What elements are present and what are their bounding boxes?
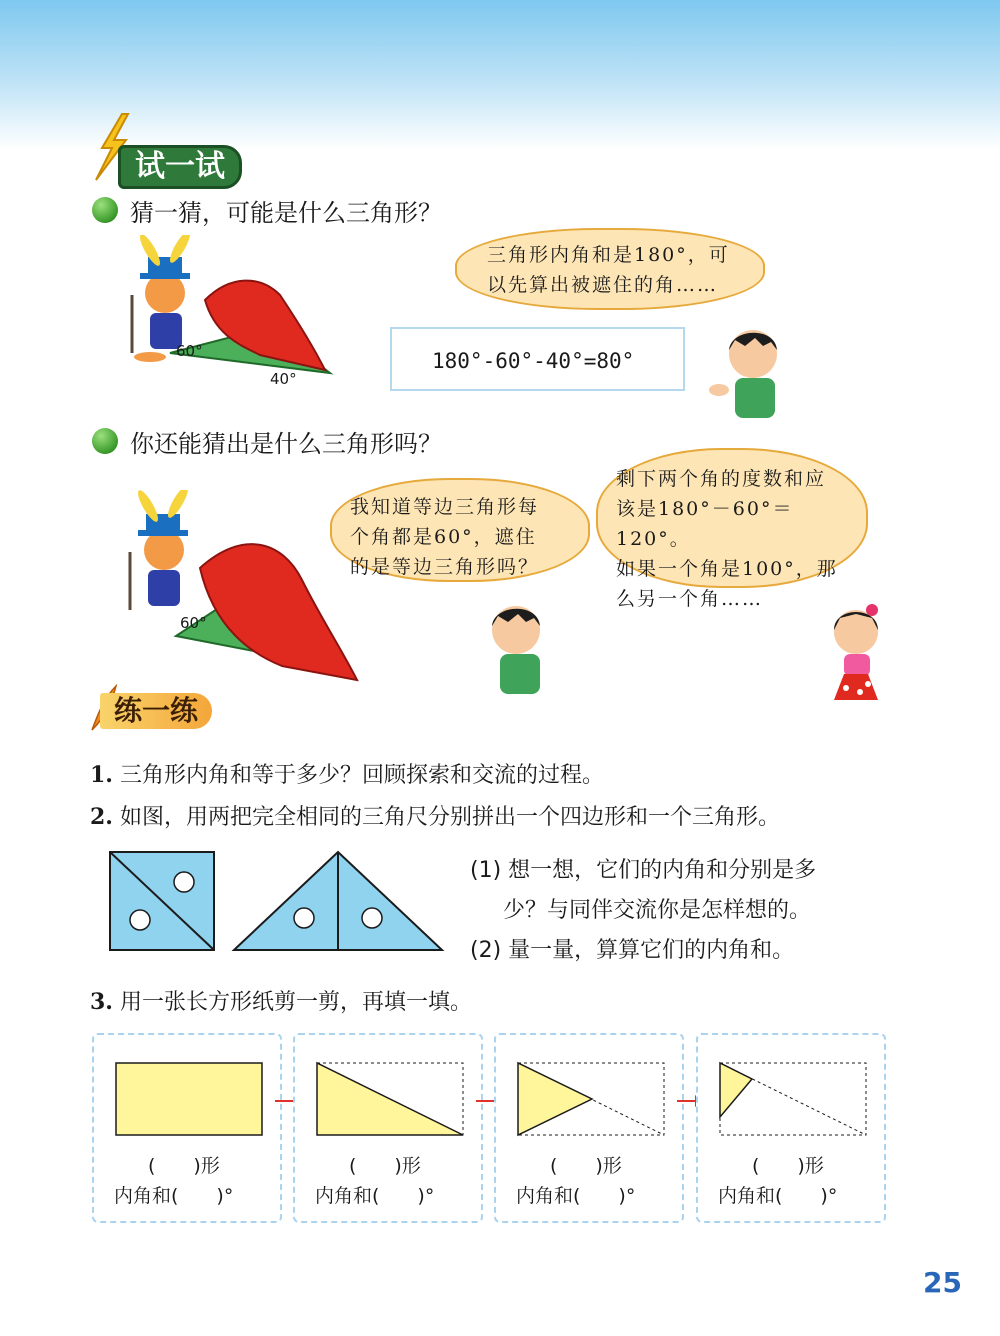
card-shape-label: ( )形	[550, 1155, 622, 1177]
question-guess-more: 你还能猜出是什么三角形吗？	[130, 430, 442, 458]
practice-question-2	[90, 800, 780, 831]
question-number: 3.	[90, 989, 113, 1015]
card-shape-label: ( )形	[349, 1155, 421, 1177]
question-number: 1.	[90, 762, 113, 788]
question-text: 用一张长方形纸剪一剪，再填一填。	[119, 990, 472, 1015]
question-number: 2.	[90, 804, 113, 830]
rectangle-shape	[114, 1061, 264, 1137]
bubble-text-line: 以先算出被遮住的角……	[487, 274, 719, 296]
bubble-text-line: 三角形内角和是180°，可	[487, 244, 730, 266]
bullet-icon	[92, 428, 118, 454]
paper-card-rectangle	[92, 1033, 282, 1223]
set-square-figures	[108, 850, 448, 955]
triangle-figure	[234, 852, 442, 950]
paper-card-cut-2	[494, 1033, 684, 1223]
paper-card-cut-3	[696, 1033, 886, 1223]
boy-character-illustration-2	[478, 598, 558, 698]
rabbit-covered-triangle-illustration	[110, 235, 340, 395]
half-triangle-shape	[315, 1061, 465, 1137]
section-title-practice: 练一练	[100, 693, 212, 729]
speech-bubble-boy-2	[330, 478, 590, 582]
question-guess: 猜一猜，可能是什么三角形？	[130, 199, 442, 227]
card-angle-sum-label: 内角和( )°	[718, 1185, 838, 1207]
question-text: 三角形内角和等于多少？回顾探索和交流的过程。	[119, 763, 604, 788]
bubble-text-line: 个角都是60°，遮住	[350, 526, 537, 548]
sub-question-2: (2) 量一量，算算它们的内角和。	[470, 938, 795, 963]
formula-note	[390, 327, 685, 391]
boy-character-illustration	[705, 320, 785, 420]
paper-card-cut-1	[293, 1033, 483, 1223]
bubble-text-line: 我知道等边三角形每	[350, 496, 540, 518]
sub-question-1-line-2: 少？与同伴交流你是怎样想的。	[503, 898, 812, 923]
card-shape-label: ( )形	[148, 1155, 220, 1177]
angle-label-40: 40°	[270, 370, 297, 388]
speech-bubble-girl	[596, 448, 868, 610]
formula-text: 180°-60°-40°=80°	[432, 349, 635, 373]
bubble-text-line: 剩下两个角的度数和应	[616, 468, 827, 490]
quarter-triangle-shape	[516, 1061, 666, 1137]
practice-question-1	[90, 758, 604, 789]
bubble-text-line: 的是等边三角形吗？	[350, 556, 540, 578]
small-triangle-shape	[718, 1061, 868, 1137]
girl-character-illustration	[820, 600, 890, 710]
card-angle-sum-label: 内角和( )°	[114, 1185, 234, 1207]
card-angle-sum-label: 内角和( )°	[516, 1185, 636, 1207]
rabbit-covered-triangle-illustration-2	[112, 490, 362, 690]
sub-question-1-line-1: (1) 想一想，它们的内角和分别是多	[470, 858, 817, 883]
quadrilateral-figure	[110, 852, 214, 950]
speech-bubble-boy-1	[455, 228, 765, 310]
sky-header-background	[0, 0, 1000, 150]
angle-label-60-second: 60°	[180, 614, 207, 632]
page-number: 25	[923, 1266, 962, 1299]
card-angle-sum-label: 内角和( )°	[315, 1185, 435, 1207]
bubble-text-line: 么另一个角……	[616, 588, 764, 610]
bubble-text-line: 该是180°－60°＝120°。	[616, 498, 794, 550]
angle-label-60: 60°	[176, 342, 203, 360]
bullet-icon	[92, 197, 118, 223]
practice-question-3	[90, 985, 472, 1016]
section-title-try: 试一试	[118, 145, 242, 189]
card-shape-label: ( )形	[752, 1155, 824, 1177]
bubble-text-line: 如果一个角是100°，那	[616, 558, 838, 580]
question-text: 如图，用两把完全相同的三角尺分别拼出一个四边形和一个三角形。	[119, 805, 780, 830]
